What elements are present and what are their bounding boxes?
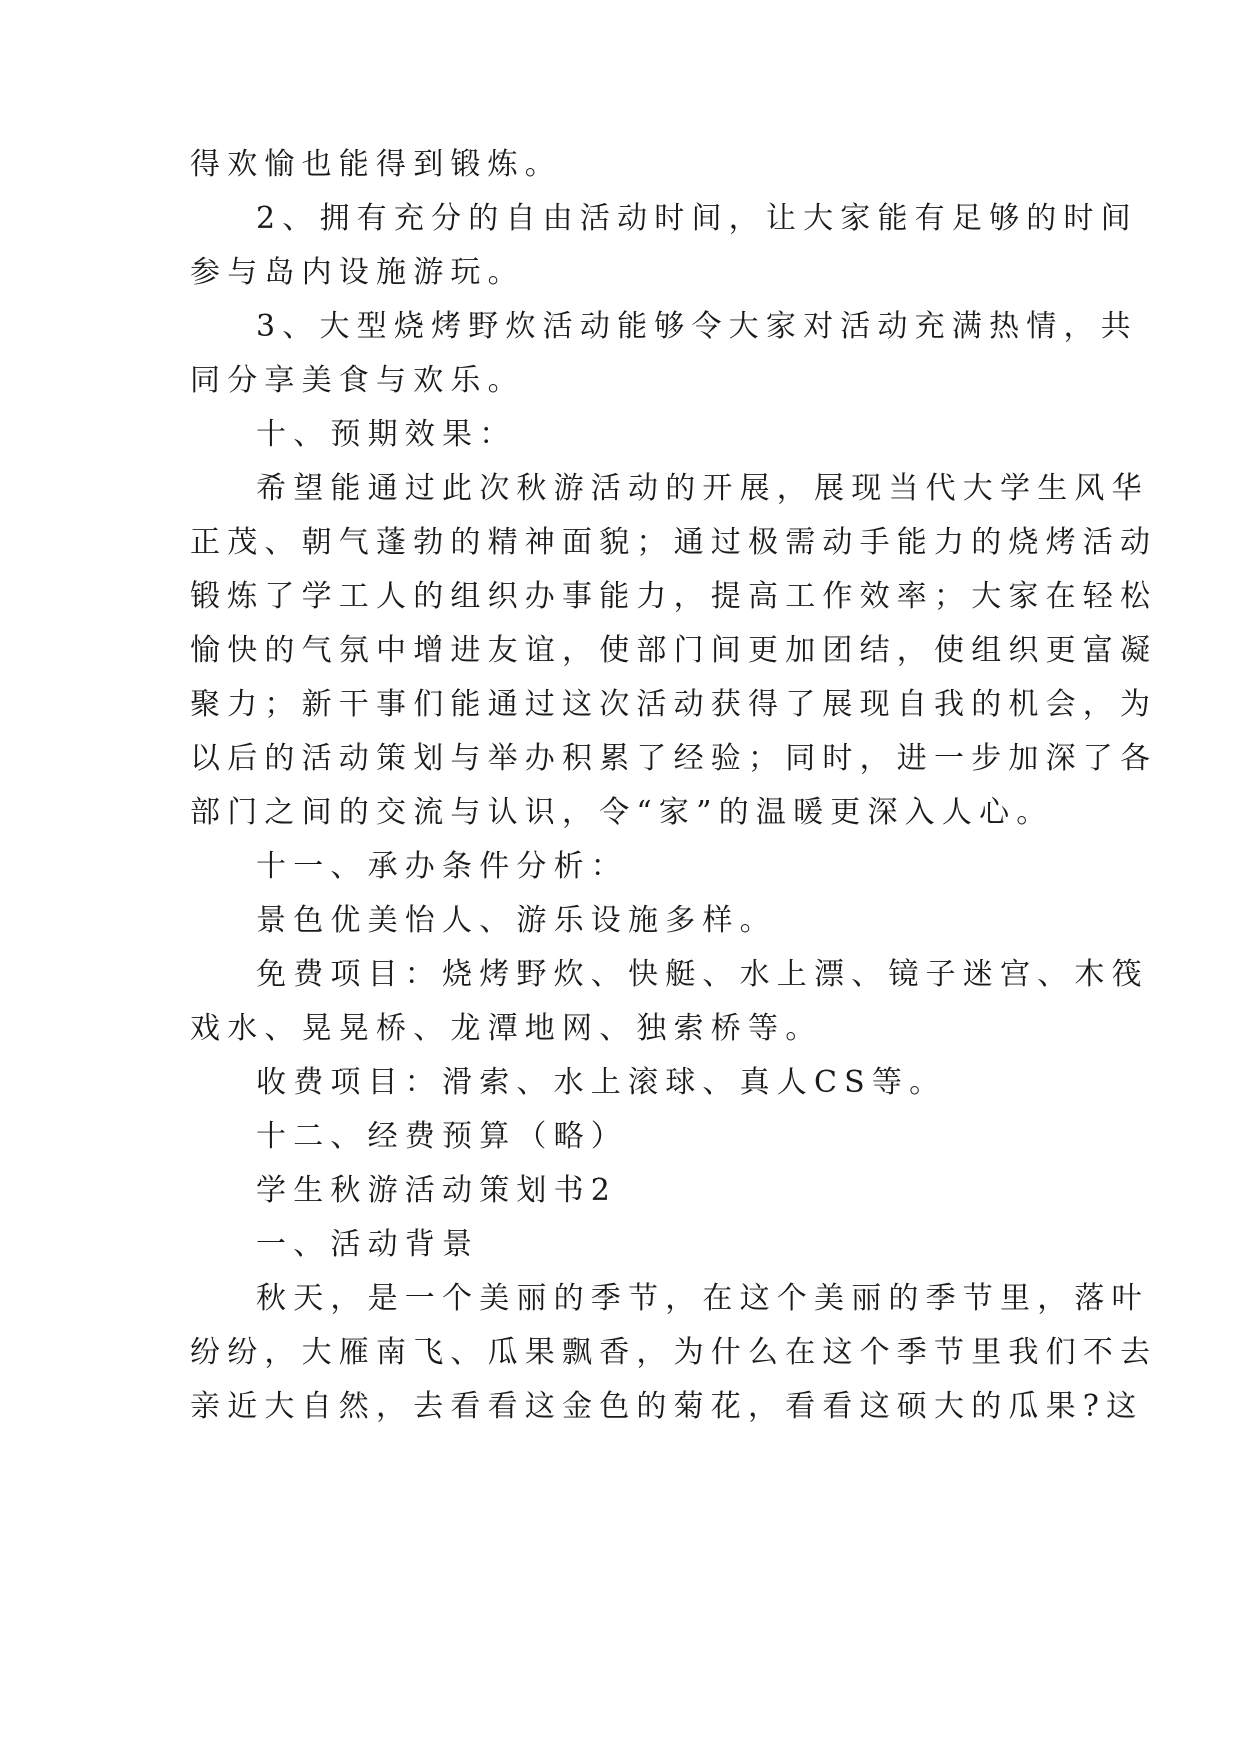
- text-line: 部门之间的交流与认识，令“家”的温暖更深入人心。: [190, 795, 1054, 830]
- text-line: 景色优美怡人、游乐设施多样。: [256, 903, 777, 938]
- text-line: 以后的活动策划与举办积累了经验；同时，进一步加深了各: [190, 741, 1158, 776]
- text-line: 得欢愉也能得到锻炼。: [190, 147, 562, 182]
- section-heading: 十二、经费预算（略）: [256, 1119, 628, 1154]
- text-line: 锻炼了学工人的组织办事能力，提高工作效率；大家在轻松: [190, 579, 1158, 614]
- text-line: 正茂、朝气蓬勃的精神面貌；通过极需动手能力的烧烤活动: [190, 525, 1158, 560]
- section-heading: 十一、承办条件分析：: [256, 849, 628, 884]
- text-line: 同分享美食与欢乐。: [190, 363, 525, 398]
- text-line: 参与岛内设施游玩。: [190, 255, 525, 290]
- text-line: 2、拥有充分的自由活动时间，让大家能有足够的时间: [256, 201, 1138, 236]
- text-line: 愉快的气氛中增进友谊，使部门间更加团结，使组织更富凝: [190, 633, 1158, 668]
- text-line: 希望能通过此次秋游活动的开展，展现当代大学生风华: [256, 471, 1149, 506]
- document-title: 学生秋游活动策划书2: [256, 1173, 618, 1208]
- text-line: 免费项目：烧烤野炊、快艇、水上漂、镜子迷宫、木筏: [256, 957, 1149, 992]
- section-heading: 一、活动背景: [256, 1227, 480, 1262]
- text-line: 聚力；新干事们能通过这次活动获得了展现自我的机会，为: [190, 687, 1158, 722]
- text-line: 纷纷，大雁南飞、瓜果飘香，为什么在这个季节里我们不去: [190, 1335, 1158, 1370]
- text-line: 戏水、晃晃桥、龙潭地网、独索桥等。: [190, 1011, 823, 1046]
- section-heading: 十、预期效果：: [256, 417, 517, 452]
- text-line: 秋天，是一个美丽的季节，在这个美丽的季节里，落叶: [256, 1281, 1149, 1316]
- text-line: 亲近大自然，去看看这金色的菊花，看看这硕大的瓜果?这: [190, 1389, 1144, 1424]
- text-line: 3、大型烧烤野炊活动能够令大家对活动充满热情，共: [256, 309, 1138, 344]
- text-line: 收费项目：滑索、水上滚球、真人CS等。: [256, 1065, 947, 1100]
